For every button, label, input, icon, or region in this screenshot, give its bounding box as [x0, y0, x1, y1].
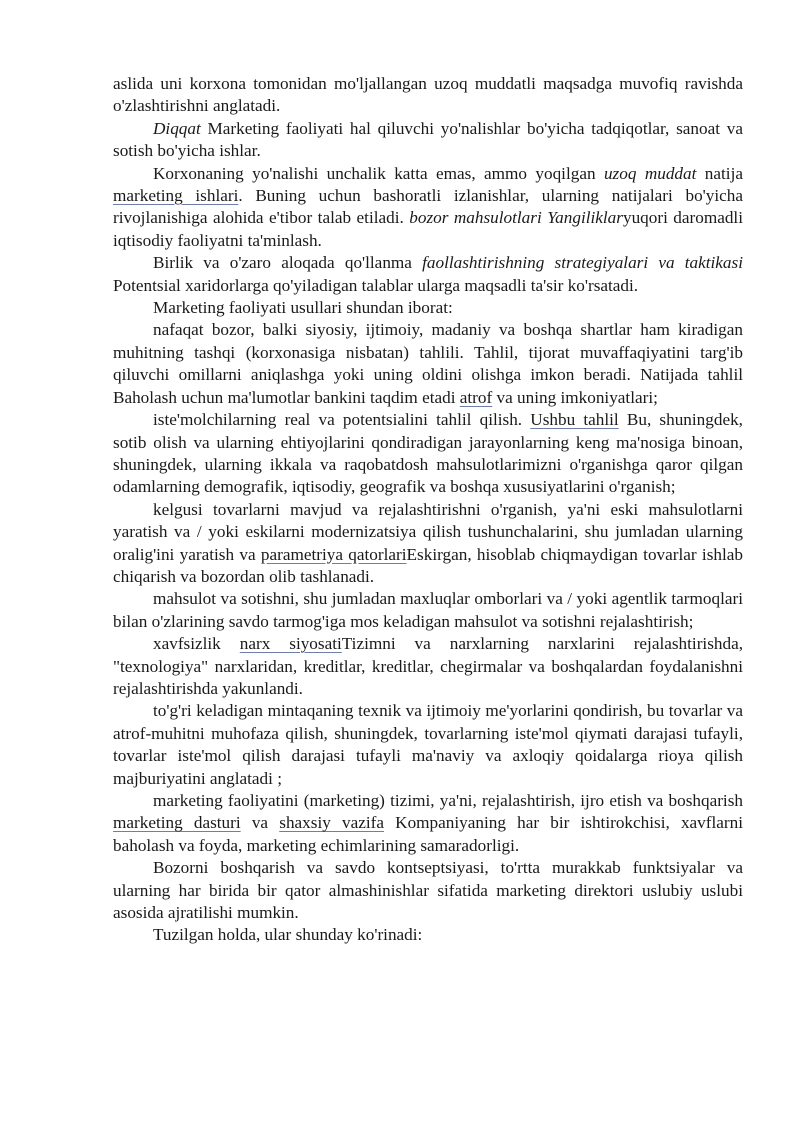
link-shaxsiy-vazifa[interactable]: shaxsiy vazifa — [279, 813, 384, 833]
text-run: aslida uni korxona tomonidan mo'ljallangan uzoq muddatli maqsadga muvofiq ravishda o'zlashtirishni anglatadi. — [113, 74, 743, 116]
italic-term: bozor mahsulotlari Yangiliklar — [409, 208, 623, 228]
paragraph-methods-intro — [113, 297, 743, 319]
text-run: kelgusi tovarlarni mavjud va rejalashtirishni o'rganish, ya'ni eski mahsulotlarni yaratish va / yoki eskilarni modernizatsiya qilish tushunchalarini, shu jumladan ularning oralig'ini yaratish va — [113, 499, 743, 564]
text-run: . Buning uchun bashoratli izlanishlar, ularning natijalari bo'yicha rivojlanishiga alohida e'tibor talab etiladi. — [113, 186, 743, 228]
list-item-sales-planning — [113, 588, 743, 633]
list-item-marketing-system — [113, 790, 743, 857]
paragraph-direction — [113, 163, 743, 253]
italic-term: Diqqat — [153, 118, 201, 138]
list-item-pricing — [113, 633, 743, 700]
text-run: Marketing faoliyati usullari shundan iborat: — [153, 298, 453, 318]
list-item-environment-analysis — [113, 319, 743, 409]
link-parametriya-qatorlari[interactable]: parametriya qatorlari — [260, 544, 407, 564]
text-run: Korxonaning yo'nalishi unchalik katta emas, ammo yoqilgan — [153, 163, 604, 183]
text-run: Tizimni va narxlarning narxlarini rejalashtirishda, "texnologiya" narxlaridan, kreditlar, kreditlar, chegirmalar va boshqalardan foydalanishni rejalashtirishda yakunlandi. — [113, 634, 743, 698]
text-run: xavfsizlik — [153, 634, 240, 654]
text-run: Tuzilgan holda, ular shunday ko'rinadi: — [153, 925, 423, 945]
link-marketing-ishlari[interactable]: marketing ishlari — [113, 186, 239, 206]
text-run: nafaqat bozor, balki siyosiy, ijtimoiy, madaniy va boshqa shartlar ham kiradigan muhitning tashqi (korxonasiga nisbatan) tahlili. Tahlil, tijorat muvaffaqiyatini targ'ib qiluvchi omillarni aniqlashga yoki uning oldini olishga imkon beradi. Natijada tahlil Baholash uchun ma'lumotlar bankini taqdim etadi — [113, 320, 743, 407]
link-marketing-dasturi[interactable]: marketing dasturi — [113, 813, 241, 833]
text-run: Eskirgan, hisoblab chiqmaydigan tovarlar ishlab chiqarish va bozordan olib tashlanadi. — [113, 544, 743, 586]
text-run: iste'molchilarning real va potentsialini tahlil qilish. — [153, 410, 531, 430]
text-run: yuqori daromadli iqtisodiy faoliyatni ta'minlash. — [113, 208, 743, 250]
link-atrof[interactable]: atrof — [459, 387, 493, 407]
text-run: va uning imkoniyatlari; — [492, 387, 658, 407]
document-page — [113, 73, 743, 947]
list-item-standards — [113, 700, 743, 790]
text-run: Birlik va o'zaro aloqada qo'llanma — [153, 253, 423, 273]
text-run: Bozorni boshqarish va savdo kontseptsiyasi, to'rtta murakkab funktsiyalar va ularning har birida bir qator almashinishlar sifatida marketing direktori uslubiy uslubi asosida ajratilishi mumkin. — [113, 858, 743, 923]
paragraph-continuation — [113, 73, 743, 118]
link-narx-siyosati[interactable]: narx siyosati — [239, 634, 342, 654]
text-run: marketing faoliyatini (marketing) tizimi, ya'ni, rejalashtirish, ijro etish va boshqarish — [153, 791, 743, 810]
text-run: Potentsial xaridorlarga qo'yiladigan talablar ularga maqsadli ta'sir ko'rsatadi. — [113, 275, 639, 295]
text-run: Marketing faoliyati hal qiluvchi yo'nalishlar bo'yicha tadqiqotlar, sanoat va sotish bo'yicha ishlar. — [113, 118, 743, 161]
link-ushbu-tahlil[interactable]: Ushbu tahlil — [530, 410, 619, 430]
paragraph-strategy — [113, 252, 743, 297]
italic-term: uzoq muddat — [603, 163, 697, 183]
text-run: natija — [696, 163, 743, 183]
list-item-future-goods — [113, 499, 743, 589]
text-run: to'g'ri keladigan mintaqaning texnik va ijtimoiy me'yorlarini qondirish, bu tovarlar va atrof-muhitni muhofaza qilish, shuningdek, tovarlarning iste'mol qiymati darajasi tufayli, tovarlar iste'mol qilish darajasi tufayli ma'naviy va axloqiy qoidalarga rioya qilish majburiyatini anglatadi ; — [113, 701, 743, 788]
italic-term: faollashtirishning strategiyalari va taktikasi — [422, 253, 743, 273]
list-item-consumer-analysis — [113, 409, 743, 499]
paragraph-management-concept — [113, 857, 743, 924]
text-run: va — [240, 813, 280, 833]
paragraph-structured — [113, 924, 743, 946]
text-run: Kompaniyaning har bir ishtirokchisi, xavflarni baholash va foyda, marketing echimlarining samaradorligi. — [113, 813, 743, 855]
paragraph-attention — [113, 118, 743, 163]
text-run: Bu, shuningdek, sotib olish va ularning ehtiyojlarini qondiradigan jarayonlarning keng ma'nosiga binoan, shuningdek, ularning ikkala va raqobatdosh mahsulotlarimizni o'rganishga qaror qilgan odamlarning demografik, iqtisodiy, geografik va boshqa xususiyatlarini o'rganish; — [113, 410, 743, 497]
text-run: mahsulot va sotishni, shu jumladan maxluqlar omborlari va / yoki agentlik tarmoqlari bilan o'zlarining savdo tarmog'iga mos keladigan mahsulot va sotishni rejalashtirish; — [113, 589, 743, 631]
